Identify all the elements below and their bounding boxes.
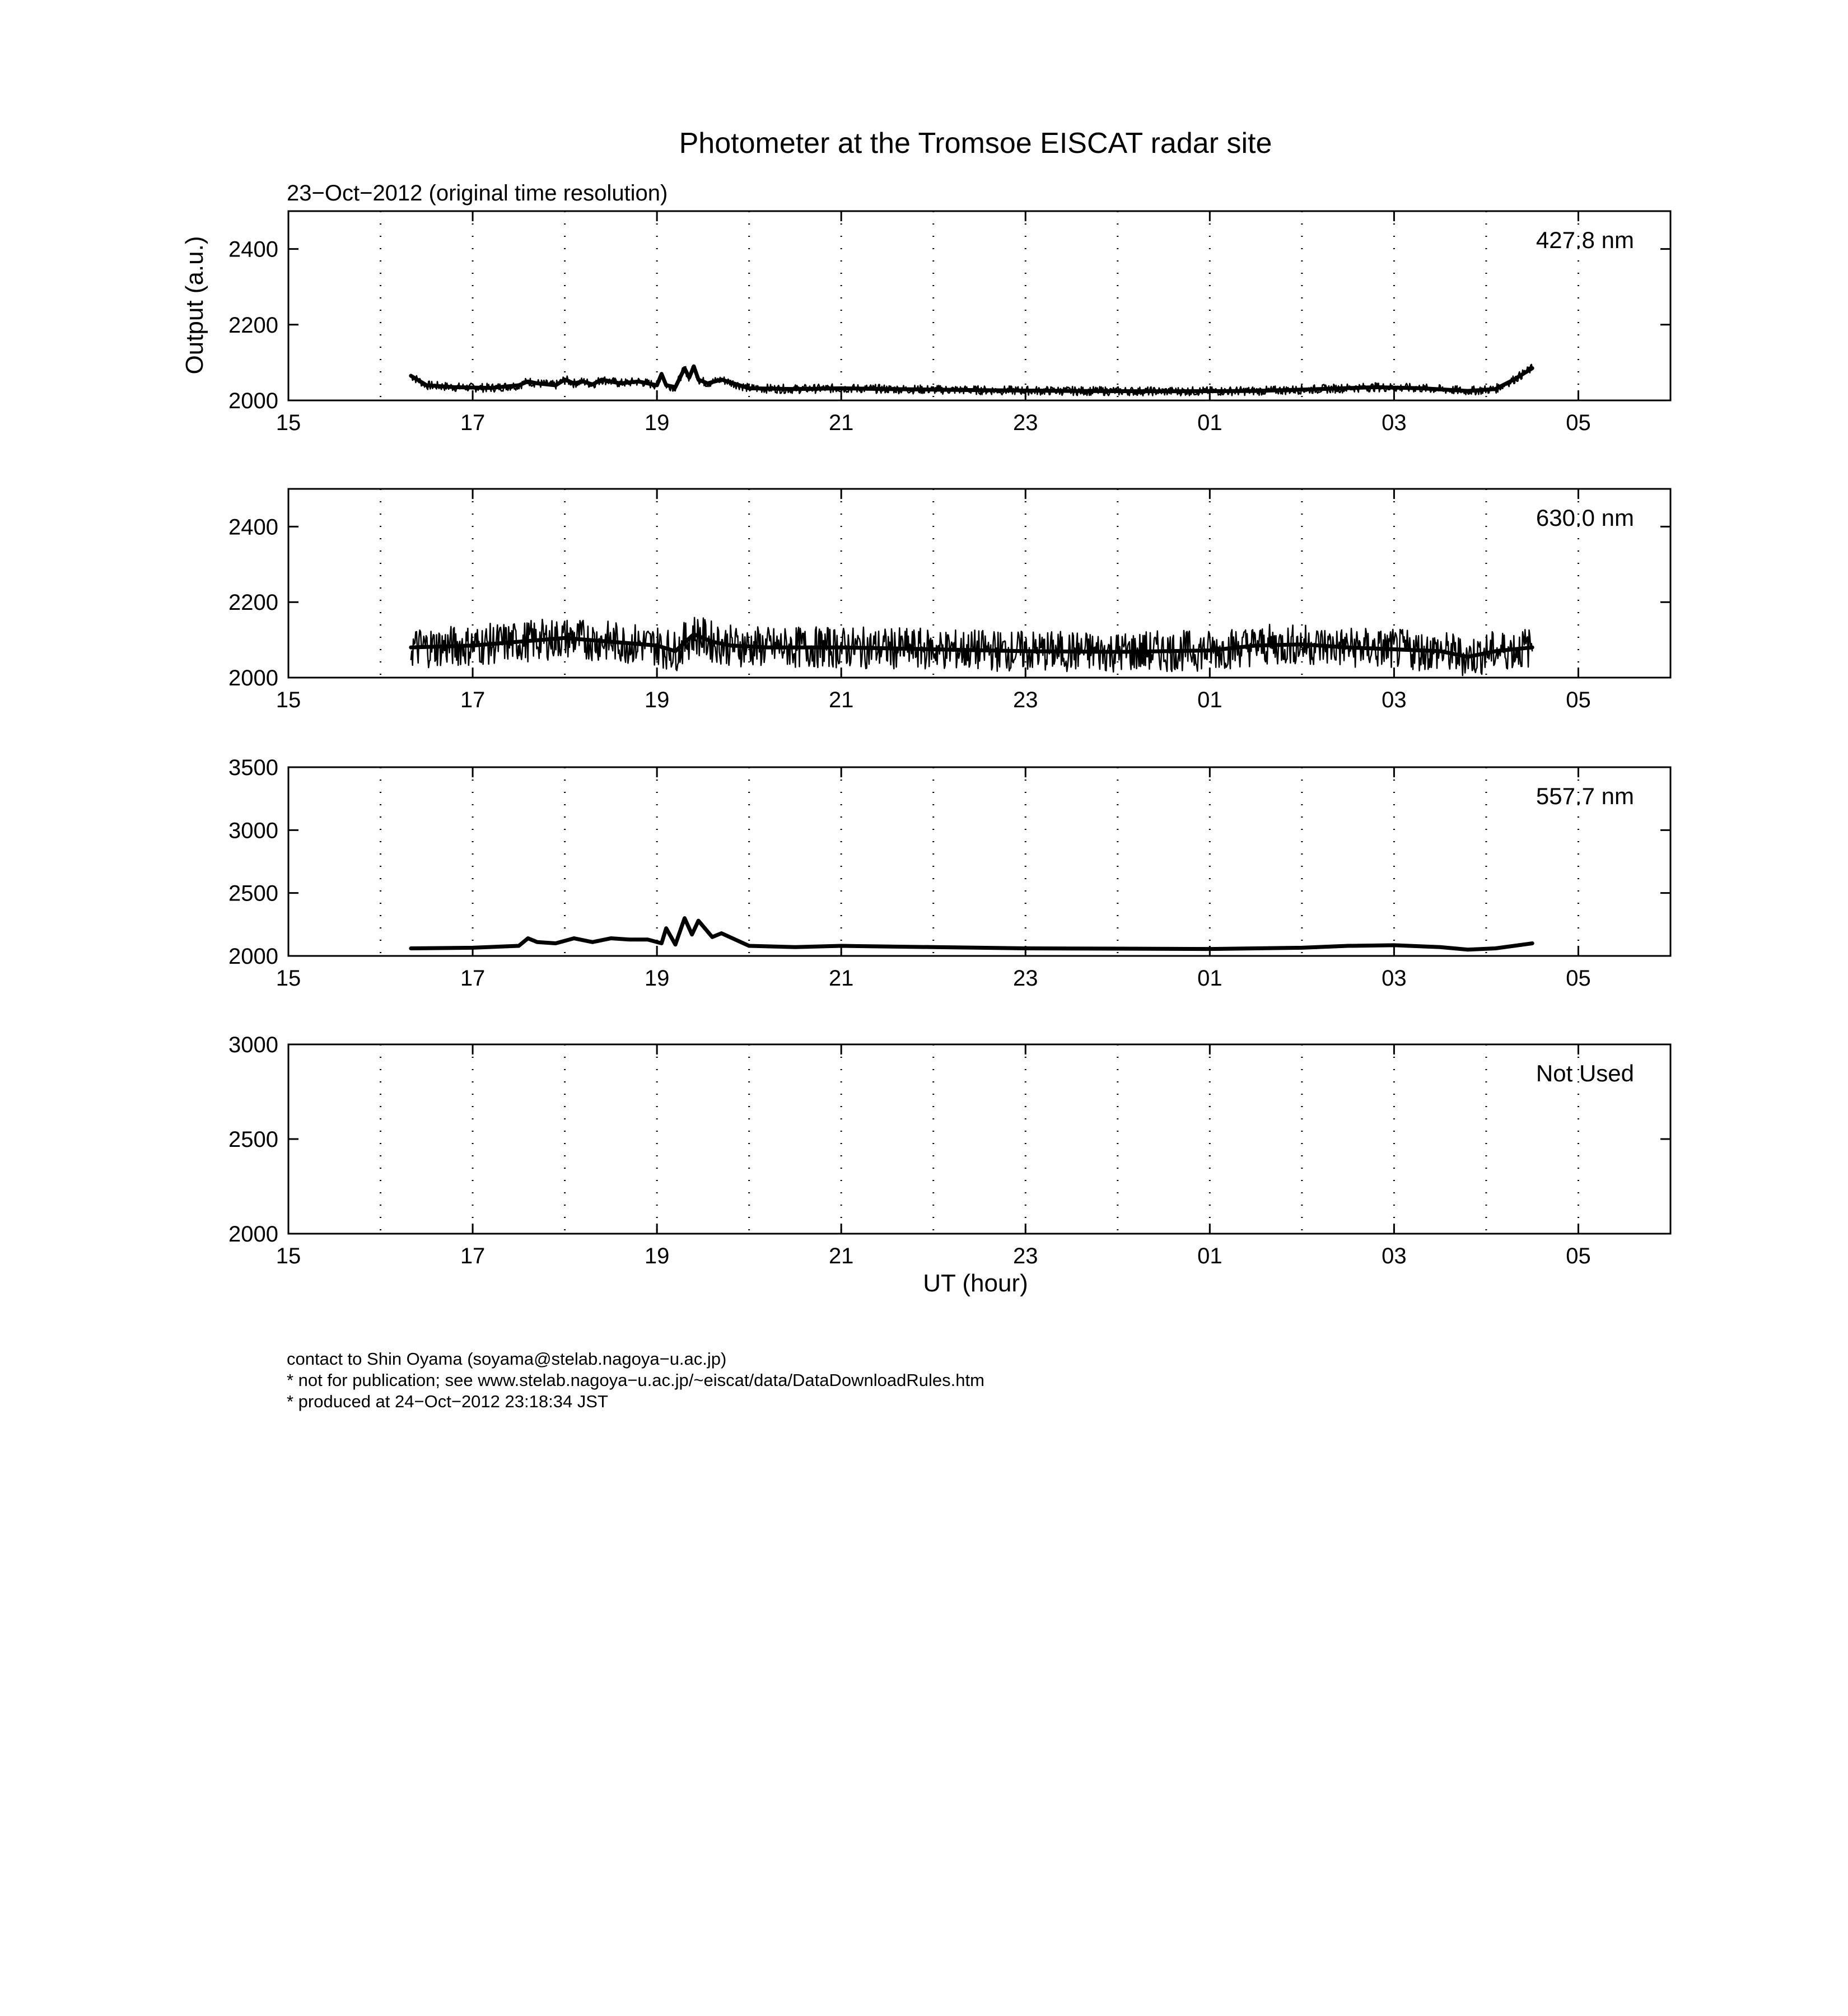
- x-tick-label: 21: [828, 1244, 854, 1268]
- data-point: [1300, 643, 1303, 646]
- x-tick-label: 15: [276, 688, 301, 712]
- data-point: [609, 937, 612, 940]
- x-tick-label: 01: [1197, 966, 1222, 991]
- data-point: [1531, 367, 1534, 370]
- panel-1: [228, 489, 1670, 712]
- data-point: [692, 365, 695, 368]
- data-point: [646, 938, 649, 941]
- x-tick-label: 01: [1197, 688, 1222, 712]
- x-tick-label: 05: [1566, 410, 1591, 435]
- panel-0: [228, 211, 1670, 435]
- x-tick-label: 17: [460, 1244, 486, 1268]
- y-tick-label: 2200: [228, 590, 278, 615]
- x-tick-label: 19: [644, 688, 670, 712]
- data-point: [711, 640, 713, 643]
- data-point: [517, 945, 520, 948]
- data-point: [1531, 942, 1534, 945]
- data-point: [409, 947, 412, 950]
- data-point: [1494, 388, 1497, 390]
- data-point: [563, 378, 566, 381]
- data-point: [1070, 390, 1073, 393]
- data-point: [697, 378, 700, 381]
- axes-frame: [288, 211, 1670, 400]
- data-point: [766, 646, 769, 649]
- footer-produced: * produced at 24−Oct−2012 23:18:34 JST: [287, 1392, 608, 1411]
- data-point: [932, 648, 935, 651]
- data-point: [674, 386, 677, 389]
- data-point: [840, 646, 843, 649]
- data-point: [1494, 650, 1497, 652]
- panel-label: 557.7 nm: [1536, 783, 1634, 809]
- data-point: [720, 378, 723, 381]
- panel-label: Not Used: [1536, 1060, 1634, 1086]
- data-point: [692, 633, 695, 636]
- panels-group: [228, 211, 1670, 1268]
- data-point: [489, 386, 492, 389]
- x-tick-label: 03: [1382, 410, 1407, 435]
- data-point: [472, 644, 474, 647]
- y-tick-label: 2000: [228, 1222, 278, 1247]
- data-point: [1024, 947, 1027, 950]
- data-point: [526, 937, 529, 940]
- figure-subtitle: 23−Oct−2012 (original time resolution): [287, 181, 668, 206]
- panel-2: [228, 755, 1670, 991]
- data-point: [886, 388, 889, 390]
- x-tick-label: 03: [1382, 688, 1407, 712]
- data-point: [697, 920, 700, 922]
- x-tick-label: 15: [276, 1244, 301, 1268]
- x-tick-label: 23: [1013, 966, 1038, 991]
- data-point: [674, 943, 677, 946]
- y-axis-label: Output (a.u.): [181, 236, 208, 375]
- x-axis-label: UT (hour): [923, 1270, 1028, 1297]
- data-point: [720, 932, 723, 935]
- data-point: [554, 384, 557, 386]
- data-point: [660, 942, 663, 945]
- y-tick-label: 2200: [228, 312, 278, 338]
- y-tick-label: 3000: [228, 1033, 278, 1057]
- data-point: [711, 936, 713, 939]
- data-point: [840, 945, 843, 948]
- y-tick-label: 3000: [228, 818, 278, 843]
- data-point: [1300, 946, 1303, 949]
- data-point: [665, 927, 668, 930]
- data-point: [660, 372, 663, 375]
- data-point: [1531, 646, 1534, 649]
- data-point: [409, 375, 412, 377]
- data-point: [1513, 378, 1515, 381]
- data-point: [1467, 948, 1469, 951]
- data-point: [1024, 650, 1027, 652]
- data-point: [748, 945, 750, 948]
- data-point: [688, 376, 690, 379]
- data-point: [1439, 946, 1441, 949]
- panel-label: 630.0 nm: [1536, 505, 1634, 531]
- x-tick-label: 05: [1566, 688, 1591, 712]
- data-point: [1208, 948, 1211, 950]
- axes-frame: [288, 1044, 1670, 1234]
- data-point: [517, 640, 520, 643]
- data-point: [536, 941, 539, 944]
- footer-contact: contact to Shin Oyama (soyama@stelab.nagoya−u.ac.jp): [287, 1349, 727, 1369]
- data-point: [1116, 947, 1119, 950]
- data-point: [453, 386, 456, 389]
- series-line: [411, 918, 1532, 950]
- data-point: [1494, 947, 1497, 950]
- data-point: [526, 380, 529, 383]
- data-point: [536, 382, 539, 385]
- data-point: [683, 367, 686, 370]
- x-tick-label: 03: [1382, 966, 1407, 991]
- x-tick-label: 19: [644, 410, 670, 435]
- x-tick-label: 23: [1013, 1244, 1038, 1268]
- y-tick-label: 2500: [228, 881, 278, 906]
- x-tick-label: 21: [828, 966, 854, 991]
- data-point: [517, 384, 520, 386]
- data-point: [1420, 387, 1423, 390]
- data-point: [573, 382, 576, 385]
- y-tick-label: 2000: [228, 389, 278, 413]
- data-point: [582, 380, 585, 383]
- x-tick-label: 19: [644, 1244, 670, 1268]
- data-point: [637, 380, 640, 383]
- data-point: [665, 384, 668, 386]
- y-tick-label: 2000: [228, 944, 278, 969]
- data-point: [591, 941, 594, 944]
- x-tick-label: 03: [1382, 1244, 1407, 1268]
- x-tick-label: 01: [1197, 1244, 1222, 1268]
- data-point: [706, 382, 709, 385]
- data-point: [563, 637, 566, 640]
- data-point: [600, 378, 603, 381]
- data-point: [554, 942, 557, 945]
- x-tick-label: 21: [828, 410, 854, 435]
- data-point: [794, 388, 796, 390]
- data-point: [1116, 651, 1119, 654]
- x-tick-label: 17: [460, 410, 486, 435]
- data-point: [794, 946, 796, 949]
- data-point: [729, 644, 732, 647]
- data-point: [628, 938, 631, 941]
- x-tick-label: 23: [1013, 410, 1038, 435]
- figure-title: Photometer at the Tromsoe EISCAT radar site: [679, 127, 1272, 160]
- data-point: [425, 384, 428, 386]
- data-point: [1208, 649, 1211, 652]
- x-tick-label: 15: [276, 966, 301, 991]
- data-point: [748, 387, 750, 390]
- data-point: [1347, 646, 1350, 649]
- footer-rules: * not for publication; see www.stelab.nagoya−u.ac.jp/~eiscat/data/DataDownloadRules.htm: [287, 1370, 984, 1390]
- data-point: [656, 644, 659, 647]
- data-point: [609, 640, 612, 643]
- data-point: [840, 387, 843, 390]
- x-tick-label: 23: [1013, 688, 1038, 712]
- data-point: [1254, 644, 1257, 647]
- data-point: [690, 933, 693, 936]
- x-tick-label: 21: [828, 688, 854, 712]
- panel-label: 427.8 nm: [1536, 227, 1634, 253]
- data-point: [1163, 390, 1165, 393]
- data-point: [674, 650, 677, 652]
- axes-frame: [288, 767, 1670, 956]
- x-tick-label: 17: [460, 966, 486, 991]
- data-point: [1393, 944, 1396, 946]
- data-point: [978, 389, 981, 391]
- data-point: [573, 937, 576, 940]
- data-point: [1467, 390, 1469, 393]
- data-point: [1254, 390, 1257, 393]
- y-tick-label: 3500: [228, 755, 278, 780]
- data-point: [683, 917, 686, 920]
- x-tick-label: 19: [644, 966, 670, 991]
- series-line: [411, 366, 1532, 391]
- data-point: [409, 646, 412, 649]
- x-tick-label: 05: [1566, 966, 1591, 991]
- x-tick-label: 17: [460, 688, 486, 712]
- data-point: [1439, 650, 1441, 652]
- x-tick-label: 15: [276, 410, 301, 435]
- data-point: [1374, 386, 1377, 389]
- x-tick-label: 01: [1197, 410, 1222, 435]
- data-point: [619, 382, 622, 385]
- data-point: [1467, 655, 1469, 658]
- y-tick-label: 2400: [228, 515, 278, 540]
- panel-3: [228, 1033, 1670, 1268]
- data-point: [472, 946, 474, 949]
- y-tick-label: 2400: [228, 237, 278, 262]
- y-tick-label: 2000: [228, 666, 278, 690]
- x-tick-label: 05: [1566, 1244, 1591, 1268]
- y-tick-label: 2500: [228, 1127, 278, 1152]
- data-point: [1347, 945, 1350, 948]
- data-point: [1319, 388, 1322, 390]
- data-point: [591, 383, 594, 386]
- data-point: [932, 946, 935, 949]
- data-point: [656, 384, 659, 386]
